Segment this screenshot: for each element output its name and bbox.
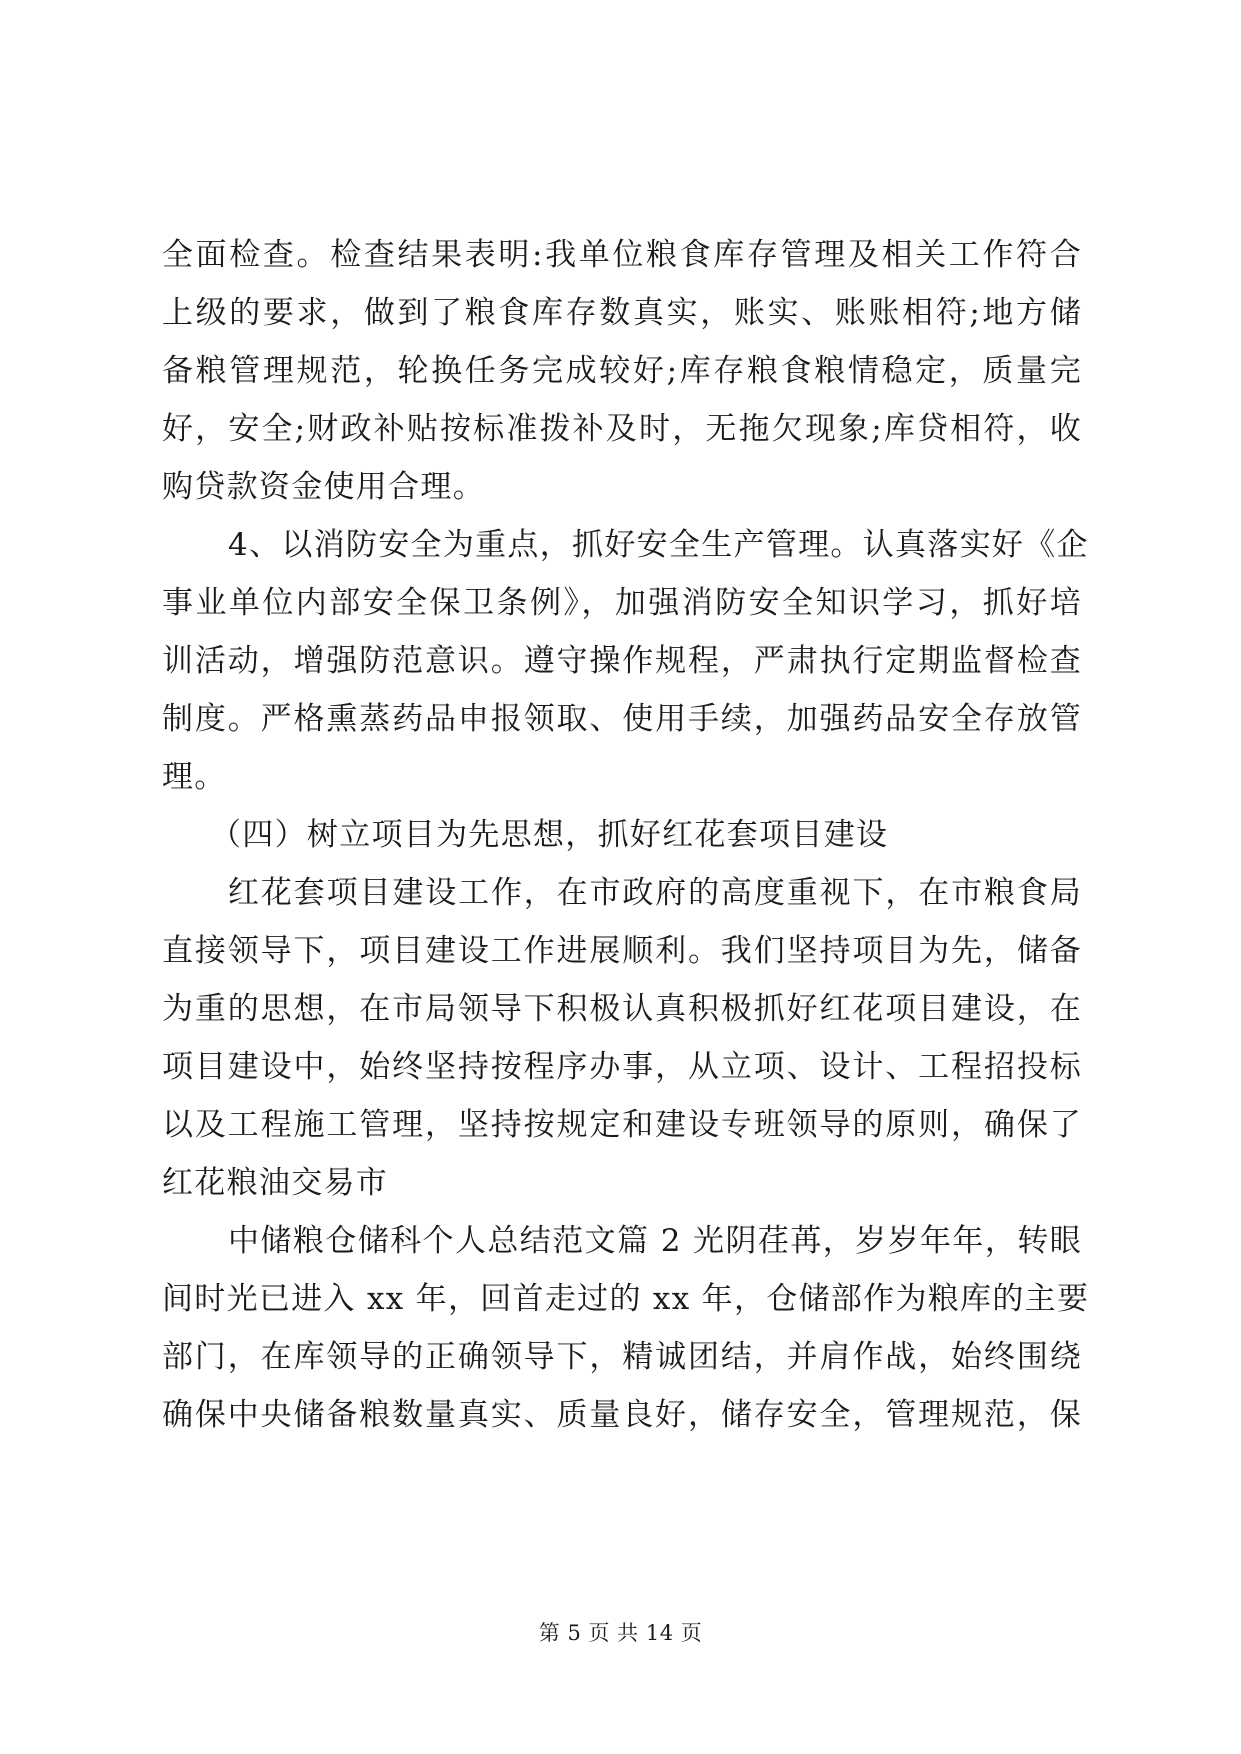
paragraph-first-line: 4、以消防安全为重点，抓好安全生产管理。认真落实好《企 bbox=[228, 527, 1089, 563]
text-line: 好，安全;财政补贴按标准拨补及时，无拖欠现象;库贷相符，收 bbox=[162, 411, 1082, 447]
text-line: 红花粮油交易市 bbox=[162, 1165, 389, 1201]
text-line: 上级的要求，做到了粮食库存数真实，账实、账账相符;地方储 bbox=[162, 295, 1082, 331]
text-line: 为重的思想，在市局领导下积极认真积极抓好红花项目建设，在 bbox=[162, 991, 1082, 1027]
text-line: 事业单位内部安全保卫条例》，加强消防安全知识学习，抓好培 bbox=[162, 585, 1082, 621]
section-heading: （四）树立项目为先思想，抓好红花套项目建设 bbox=[210, 817, 889, 853]
text-line: 理。 bbox=[162, 759, 227, 795]
paragraph-first-line: 红花套项目建设工作，在市政府的高度重视下，在市粮食局 bbox=[228, 875, 1082, 911]
text-line: 以及工程施工管理，坚持按规定和建设专班领导的原则，确保了 bbox=[162, 1107, 1082, 1143]
text-line: 部门，在库领导的正确领导下，精诚团结，并肩作战，始终围绕 bbox=[162, 1339, 1082, 1375]
text-line: 直接领导下，项目建设工作进展顺利。我们坚持项目为先，储备 bbox=[162, 933, 1082, 969]
text-line: 训活动，增强防范意识。遵守操作规程，严肃执行定期监督检查 bbox=[162, 643, 1082, 679]
text-line: 制度。严格熏蒸药品申报领取、使用手续，加强药品安全存放管 bbox=[162, 701, 1082, 737]
text-line: 备粮管理规范，轮换任务完成较好;库存粮食粮情稳定，质量完 bbox=[162, 353, 1082, 389]
page-number-footer: 第 5 页 共 14 页 bbox=[538, 1621, 703, 1645]
text-line: 项目建设中，始终坚持按程序办事，从立项、设计、工程招投标 bbox=[162, 1049, 1082, 1085]
text-line: 全面检查。检查结果表明:我单位粮食库存管理及相关工作符合 bbox=[162, 237, 1082, 273]
text-line: 购贷款资金使用合理。 bbox=[162, 469, 485, 505]
text-line: 间时光已进入 xx 年，回首走过的 xx 年，仓储部作为粮库的主要 bbox=[162, 1281, 1090, 1317]
text-line: 确保中央储备粮数量真实、质量良好，储存安全，管理规范，保 bbox=[162, 1397, 1082, 1433]
paragraph-first-line: 中储粮仓储科个人总结范文篇 2 光阴荏苒，岁岁年年，转眼 bbox=[228, 1223, 1082, 1259]
